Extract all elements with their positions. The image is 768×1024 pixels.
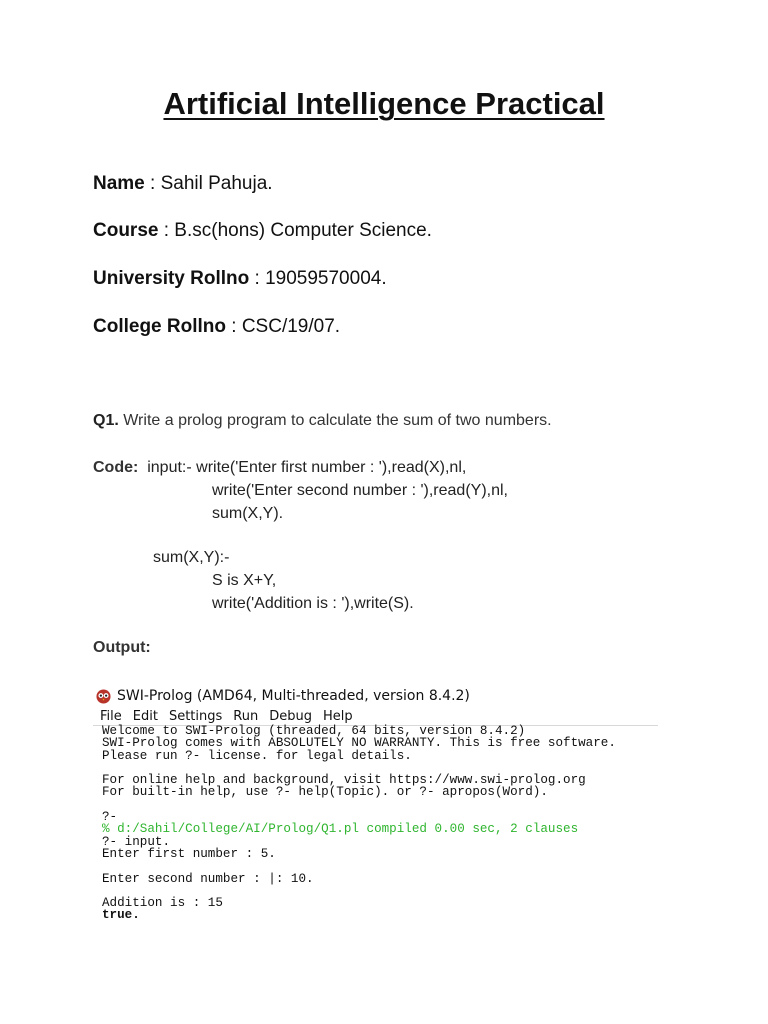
code-line-1 [93, 459, 466, 477]
code-label: Code: [93, 459, 139, 476]
code-line-2: write('Enter second number : '),read(Y),nl, [212, 482, 508, 499]
course-value: : B.sc(hons) Computer Science. [158, 220, 432, 241]
console-line: % d:/Sahil/College/AI/Prolog/Q1.pl compiled 0.00 sec, 2 clauses [102, 822, 579, 837]
menu-debug: Debug [269, 709, 312, 724]
console-line: Enter second number : |: 10. [102, 871, 314, 886]
console-line: For online help and background, visit https://www.swi-prolog.org [102, 773, 586, 788]
name-field [93, 172, 273, 196]
swi-window-title: SWI-Prolog (AMD64, Multi-threaded, version 8.4.2) [117, 688, 470, 704]
swi-prolog-window-screenshot [93, 684, 663, 934]
swi-prolog-owl-icon [96, 689, 111, 704]
college-rollno-field [93, 315, 340, 339]
name-label: Name [93, 173, 145, 194]
console-line: ?- [102, 810, 118, 825]
output-label: Output: [93, 639, 151, 656]
question-text: Write a prolog program to calculate the sum of two numbers. [118, 412, 552, 429]
menu-edit: Edit [132, 709, 158, 724]
swi-console-output [102, 725, 616, 922]
console-line [102, 799, 616, 811]
console-line: Welcome to SWI-Prolog (threaded, 64 bits, version 8.4.2) [102, 724, 526, 738]
console-line: SWI-Prolog comes with ABSOLUTELY NO WARRANTY. This is free software. [102, 736, 616, 751]
document-title: Artificial Intelligence Practical [163, 86, 605, 121]
college-rollno-value: : CSC/19/07. [226, 316, 341, 337]
console-line: ?- input. [102, 834, 171, 849]
menu-run: Run [233, 709, 259, 724]
console-line [102, 860, 616, 872]
code-line-3: sum(X,Y). [212, 505, 284, 522]
name-value: : Sahil Pahuja. [144, 173, 273, 194]
course-label: Course [93, 220, 159, 241]
menu-settings: Settings [168, 709, 223, 724]
menu-file: File [100, 709, 122, 724]
swi-menubar [100, 709, 364, 724]
code-line-5: S is X+Y, [212, 572, 277, 589]
swi-titlebar [93, 684, 470, 708]
code-line-4: sum(X,Y):- [153, 549, 230, 566]
college-rollno-label: College Rollno [93, 316, 226, 337]
university-rollno-label: University Rollno [93, 268, 250, 289]
console-line: Enter first number : 5. [102, 846, 276, 861]
console-line: true. [102, 908, 140, 923]
university-rollno-field [93, 267, 387, 291]
console-line: Please run ?- license. for legal details. [102, 748, 412, 763]
console-line: Addition is : 15 [102, 896, 223, 911]
menu-help: Help [322, 709, 353, 724]
course-field [93, 219, 432, 243]
console-line: For built-in help, use ?- help(Topic). or ?- apropos(Word). [102, 785, 548, 800]
question [93, 412, 552, 430]
code-text-1: input:- write('Enter first number : '),read(X),nl, [147, 459, 467, 476]
university-rollno-value: : 19059570004. [249, 268, 387, 289]
question-label: Q1. [93, 412, 119, 429]
code-line-6: write('Addition is : '),write(S). [212, 595, 414, 612]
